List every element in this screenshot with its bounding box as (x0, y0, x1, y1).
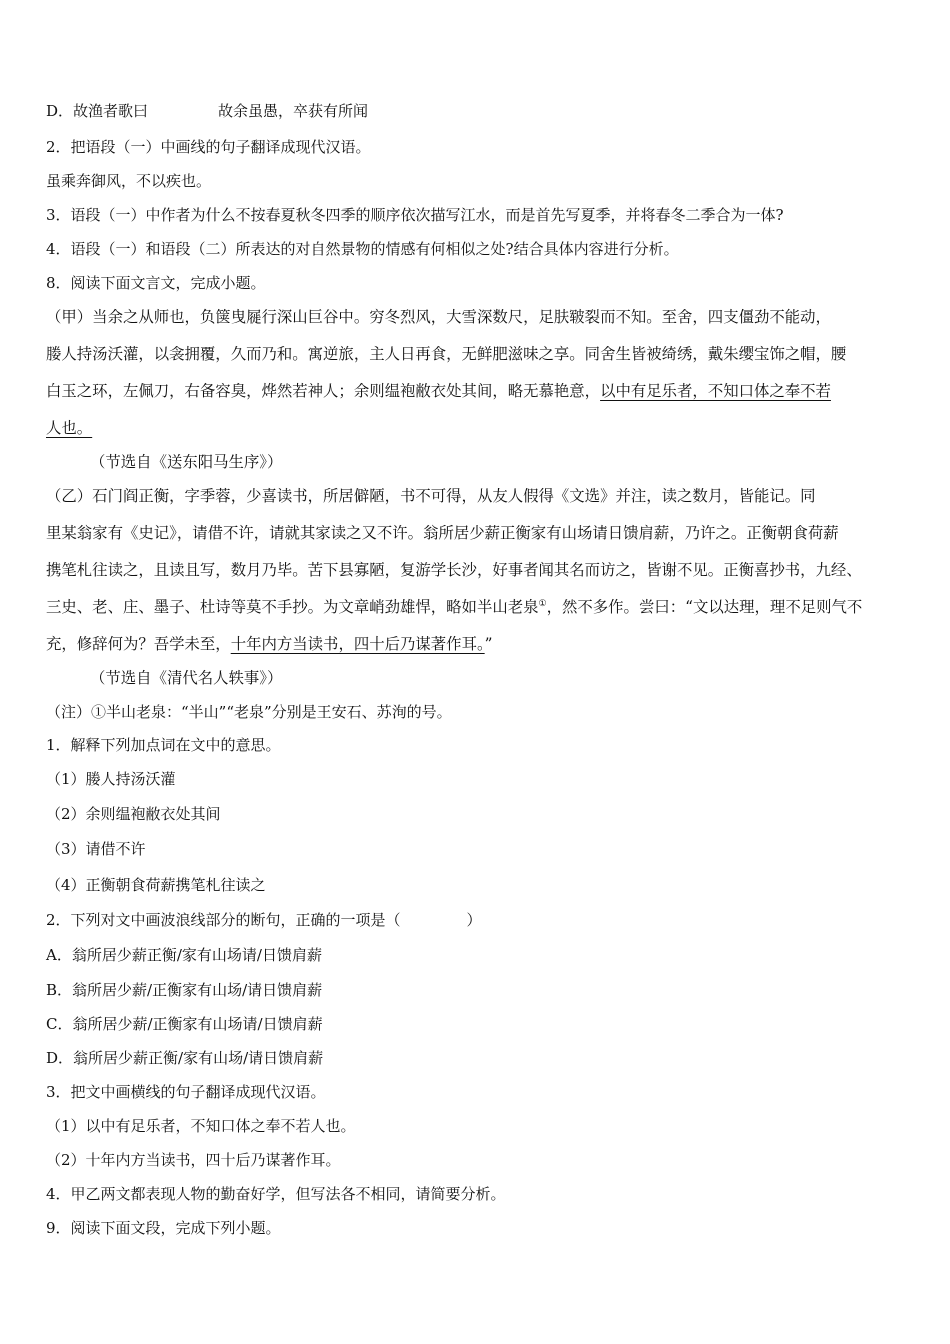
passage-jia-line-1: （甲）当余之从师也，负箧曳屣行深山巨谷中。穷冬烈风，大雪深数尺，足肤皲裂而不知。至舍，四支僵劲不能动， (46, 308, 831, 326)
q1-title: 1．解释下列加点词在文中的意思。 (46, 736, 281, 754)
q2-title-text: 2．下列对文中画波浪线部分的断句，正确的一项是（ (46, 911, 401, 929)
question-2-translate: 2．把语段（一）中画线的句子翻译成现代汉语。 (46, 138, 371, 156)
passage-yi-line-5-text-b: ” (484, 635, 493, 653)
passage-yi-underlined: 十年内方当读书，四十后乃谋著作耳。 (230, 635, 485, 653)
q4-title: 4．甲乙两文都表现人物的勤奋好学，但写法各不相同，请简要分析。 (46, 1185, 506, 1203)
question-3-seasons: 3．语段（一）中作者为什么不按春夏秋冬四季的顺序依次描写江水，而是首先写夏季，并将春冬二季合为一体? (46, 206, 784, 224)
q2-option-a: A．翁所居少薪正衡/家有山场请/日馈肩薪 (46, 946, 322, 964)
q3-item-1: （1）以中有足乐者，不知口体之奉不若人也。 (46, 1117, 356, 1135)
option-d-text-b: 故余虽愚，卒获有所闻 (218, 102, 369, 120)
question-8-heading: 8．阅读下面文言文，完成小题。 (46, 274, 266, 292)
option-d-text-a: D．故渔者歌曰 (46, 102, 149, 120)
passage-yi-line-3: 携笔札往读之，且读且写，数月乃毕。苦下县寡陋，复游学长沙，好事者闻其名而访之，皆谢不见。正衡喜抄书，九经、 (46, 561, 862, 579)
question-9-heading: 9．阅读下面文段，完成下列小题。 (46, 1219, 281, 1237)
option-d-line (46, 101, 368, 121)
q2-title-close: ） (466, 911, 482, 929)
passage-yi-line-4-text-b: ，然不多作。尝曰：“文以达理，理不足则气不 (546, 598, 863, 616)
q1-item-1: （1）媵人持汤沃灌 (46, 770, 176, 788)
q3-item-2: （2）十年内方当读书，四十后乃谋著作耳。 (46, 1151, 341, 1169)
q2-title (46, 910, 482, 930)
passage-jia-underlined-b: 人也。 (46, 419, 93, 437)
passage-jia-source: （节选自《送东阳马生序》） (90, 453, 283, 471)
q3-title: 3．把文中画横线的句子翻译成现代汉语。 (46, 1083, 326, 1101)
passage-jia-line-3-text: 白玉之环，左佩刀，右备容臭，烨然若神人；余则缊袍敝衣处其间，略无慕艳意， (46, 382, 601, 400)
passage-jia-line-2: 媵人持汤沃灌，以衾拥覆，久而乃和。寓逆旅，主人日再食，无鲜肥滋味之享。同舍生皆被绮绣，戴朱缨宝饰之帽，腰 (46, 345, 847, 363)
passage-yi-source: （节选自《清代名人轶事》） (90, 669, 283, 687)
passage-jia-underlined-a: 以中有足乐者，不知口体之奉不若 (600, 382, 831, 400)
q1-item-2: （2）余则缊袍敝衣处其间 (46, 805, 221, 823)
q2-option-d: D．翁所居少薪正衡/家有山场/请日馈肩薪 (46, 1049, 324, 1067)
passage-yi-line-5 (46, 634, 493, 654)
passage-yi-line-2: 里某翁家有《史记》，请借不许，请就其家读之又不许。翁所居少薪正衡家有山场请日馈肩薪，乃许之。正衡朝食荷薪 (46, 524, 839, 542)
passage-jia-line-3 (46, 381, 831, 401)
passage-yi-line-1: （乙）石门阎正衡，字季蓉，少喜读书，所居僻陋，书不可得，从友人假得《文选》并注，读之数月，皆能记。同 (46, 487, 816, 505)
q2-option-c: C．翁所居少薪/正衡家有山场请/日馈肩薪 (46, 1015, 323, 1033)
q1-item-3: （3）请借不许 (46, 840, 146, 858)
passage-yi-line-5-text-a: 充，修辞何为？吾学未至， (46, 635, 231, 653)
q2-option-b: B．翁所居少薪/正衡家有山场/请日馈肩薪 (46, 981, 323, 999)
passage-yi-line-4-text-a: 三史、老、庄、墨子、杜诗等莫不手抄。为文章峭劲雄悍，略如半山老泉 (46, 598, 539, 616)
passage-yi-line-4 (46, 597, 862, 617)
footnote-marker: ① (538, 598, 547, 609)
passage-jia-line-4 (46, 418, 92, 438)
q1-item-4: （4）正衡朝食荷薪携笔札往读之 (46, 876, 266, 894)
footnote: （注）①半山老泉：“半山”“老泉”分别是王安石、苏洵的号。 (46, 703, 452, 721)
sentence-to-translate: 虽乘奔御风，不以疾也。 (46, 172, 212, 190)
question-4-emotion: 4．语段（一）和语段（二）所表达的对自然景物的情感有何相似之处?结合具体内容进行分析。 (46, 240, 679, 258)
